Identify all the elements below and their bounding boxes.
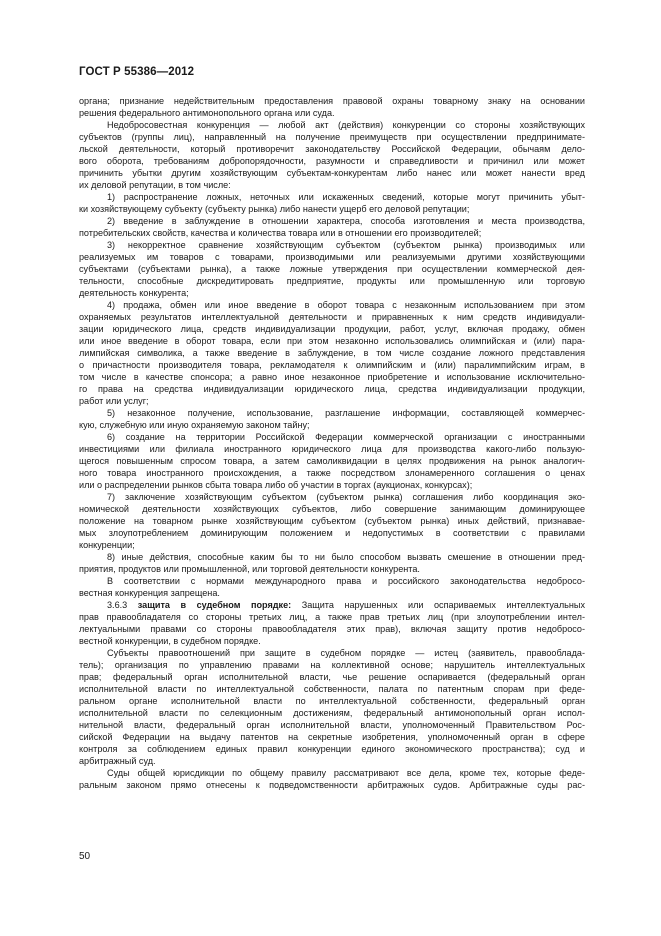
text-line: Суды общей юрисдикции по общему правилу рассматривают все дела, кроме тех, которые феде- [107, 768, 585, 778]
text-line: щегося повышенным спросом товара, а затем самоликвидации в целях продвижения на рынок аналогич- [79, 456, 585, 466]
text-line: 8) иные действия, способные каким бы то ни было способом вызвать смешение в отношении пред- [107, 552, 585, 562]
text-line: или иное введение в оборот товара, если при этом незаконно использовались олимпийская и (или) пара- [79, 336, 585, 346]
text-line: 2) введение в заблуждение в отношении характера, способа изготовления и места производства, [107, 216, 585, 226]
text-line: прав; федеральный орган исполнительной власти, чье решение оспаривается (федеральный орган [79, 672, 585, 682]
text-line: ки хозяйствующему субъекту (субъекту рынка) либо нанести ущерб его деловой репутации; [79, 204, 470, 214]
text-line: ральном органе исполнительной власти по интеллектуальной собственности, федеральный орган [79, 696, 585, 706]
text-line: 3.6.3 защита в судебном порядке: Защита нарушенных или оспариваемых интеллектуальных [107, 600, 585, 610]
term-heading: защита в судебном порядке: [137, 600, 292, 610]
text-line: В соответствии с нормами международного права и российского законодательства недобросо- [107, 576, 585, 586]
text-line: или о распределении рынков сбыта товара либо об участии в торгах (аукционах, конкурсах); [79, 480, 473, 490]
text-line: вестной конкуренции, в судебном порядке. [79, 636, 261, 646]
text-line: потребительских свойств, качества и количества товара или в отношении его производителей; [79, 228, 482, 238]
text-line: их деловой репутации, в том числе: [79, 180, 231, 190]
text-line: сийской Федерации на выдачу патентов на секретные изобретения, уполномоченный орган в сфере [79, 732, 585, 742]
text-line: вестная конкуренция запрещена. [79, 588, 220, 598]
text-line: субъектов (группы лиц), направленный на получение преимуществ при осуществлении предпринимате- [79, 132, 585, 142]
text-line: конкуренции; [79, 540, 135, 550]
text-line: том числе в качестве спонсора; а равно иное незаконное приобретение и использование исключительно- [79, 372, 585, 382]
text-line: льской деятельности, который противоречит законодательству Российской Федерации, обычаям дело- [79, 144, 585, 154]
text-line: 4) продажа, обмен или иное введение в оборот товара с незаконным использованием при этом [107, 300, 585, 310]
text-line: нительной власти, федеральный орган исполнительной власти, уполномоченный Правительством Рос- [79, 720, 585, 730]
text-line: ного товара иностранного происхождения, а также посредством злонамеренного соглашения о ценах [79, 468, 585, 478]
text-line: го права на средства индивидуализации юридического лица, средства индивидуализации продукции, [79, 384, 585, 394]
text-line: органа; признание недействительным предоставления правовой охраны товарному знаку на основании [79, 96, 585, 106]
text-line: вого оборота, требованиям добропорядочности, разумности и справедливости и причинил или может [79, 156, 585, 166]
text-line: номической деятельности хозяйствующих субъектов, либо совершение занимающим доминирующее [79, 504, 585, 514]
text-line: зации юридического лица, средств индивидуализации продукции, работ, услуг, включая продажу, обмен [79, 324, 585, 334]
text-line: Недобросовестная конкуренция — любой акт (действия) конкуренции со стороны хозяйствующих [107, 120, 585, 130]
text-line: инвестициями или филиала иностранного юридического лица для производства какого-либо пользую- [79, 444, 585, 454]
text-line: положение на товарном рынке хозяйствующим субъектом (субъектом рынка) иных действий, признавае- [79, 516, 585, 526]
text-line: 3) некорректное сравнение хозяйствующим субъектом (субъектом рынка) производимых или [107, 240, 585, 250]
text-line: Субъекты правоотношений при защите в судебном порядке — истец (заявитель, правооблада- [107, 648, 585, 658]
text-line: деятельность конкурента; [79, 288, 189, 298]
text-line: приятия, продуктов или промышленной, или торговой деятельности конкурента. [79, 564, 420, 574]
text-line: исполнительной власти по селекционным достижениям, федеральный антимонопольный орган испол- [79, 708, 585, 718]
text-line: кую, служебную или иную охраняемую законом тайну; [79, 420, 310, 430]
text-line: прав правообладателя со стороны третьих лиц, а также прав третьих лиц (при злоупотреблении интел- [79, 612, 585, 622]
text-line: лектуальными правами со стороны правообладателя этих прав), включая защиту против недобросо- [79, 624, 585, 634]
text-line: причинить убытки другим хозяйствующим субъектам-конкурентам либо нанес или может нанести вред [79, 168, 585, 178]
text-line: решения федерального антимонопольного органа или суда. [79, 108, 335, 118]
text-line: тель); организация по управлению правами на коллективной основе; нарушитель интеллектуальных [79, 660, 585, 670]
text-line: тельности, способные дискредитировать предприятие, продукты или промышленную или торговую [79, 276, 585, 286]
text-line: ральным законом прямо отнесены к подведомственности арбитражных судов. Арбитражные суды рас- [79, 780, 585, 790]
text-line: мых злоупотреблением доминирующим положением и недопустимых в соответствии с правилами [79, 528, 585, 538]
page-number: 50 [79, 851, 91, 862]
text-line: работ или услуг; [79, 396, 149, 406]
text-line: контроля за соблюдением единых правил конкуренции единого экономического пространства); суд и [79, 744, 585, 754]
text-line: охраняемых результатов интеллектуальной деятельности и приравненных к ним средств индивидуали- [79, 312, 585, 322]
document-header: ГОСТ Р 55386—2012 [79, 66, 195, 78]
text-line: субъектами (субъектами рынка), а также ложные утверждения при осуществлении коммерческой дея- [79, 264, 585, 274]
text-line: исполнительной власти по интеллектуальной собственности, палата по патентным спорам при феде- [79, 684, 585, 694]
text-line: 7) заключение хозяйствующим субъектом (субъектом рынка) соглашения либо координация эко- [107, 492, 585, 502]
text-line: лимпийская символика, а также введение в заблуждение, в том числе создание ложного представления [79, 348, 585, 358]
text-line: 1) распространение ложных, неточных или искаженных сведений, которые могут причинить убыт- [107, 192, 585, 202]
text-line: арбитражный суд. [79, 756, 156, 766]
text-line: о причастности производителя товара, рекламодателя к олимпийским и (или) паралимпийским играм, в [79, 360, 585, 370]
text-line: реализуемых им товаров с товарами, производимыми или реализуемыми другими хозяйствующими [79, 252, 585, 262]
text-line: 6) создание на территории Российской Федерации коммерческой организации с иностранными [107, 432, 585, 442]
document-body [79, 95, 585, 791]
text-line: 5) незаконное получение, использование, разглашение информации, составляющей коммерчес- [107, 408, 585, 418]
